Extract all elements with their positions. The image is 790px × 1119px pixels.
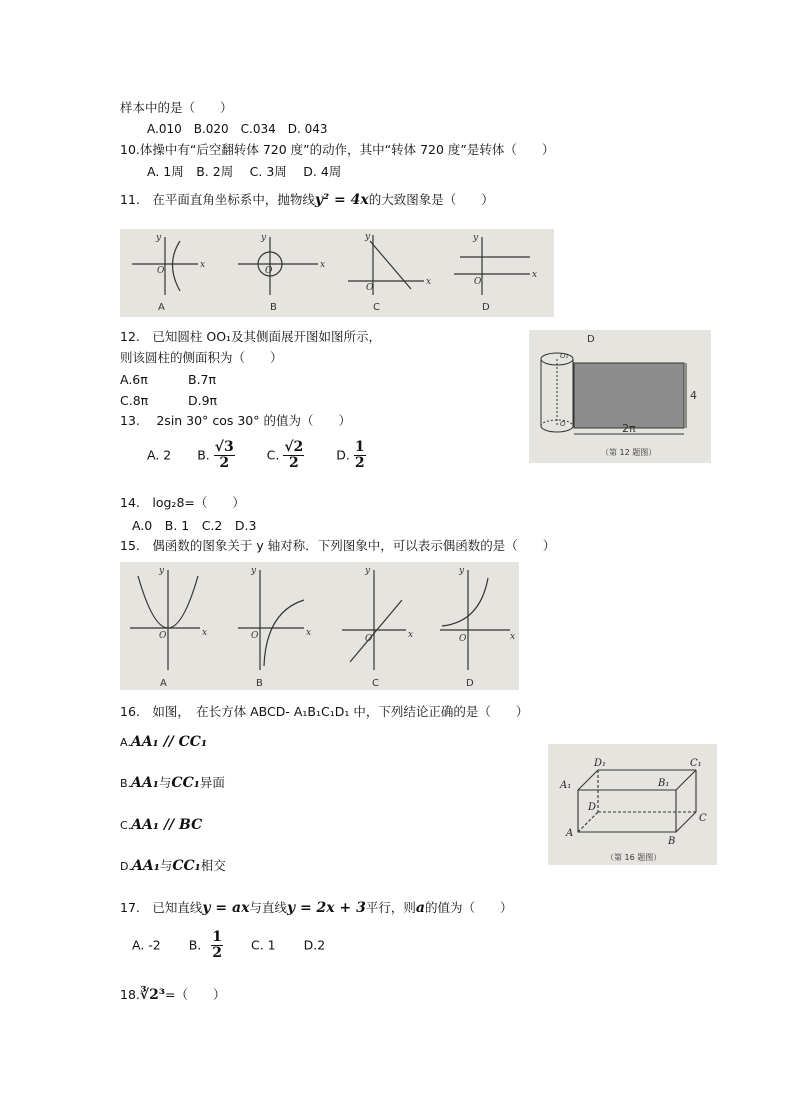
q11-c-xlabel: x <box>426 277 432 287</box>
q12-opt-d: D.9π <box>188 393 218 408</box>
q11-d-ylabel: y <box>473 233 479 243</box>
q17-opt-d: D.2 <box>303 937 326 953</box>
q15-label-b: B <box>256 678 263 689</box>
q15-d-xlabel: x <box>510 632 516 642</box>
q11-figure <box>120 229 554 317</box>
q15-graphs <box>120 562 519 690</box>
q12-label-width: 2π <box>622 422 636 435</box>
q13-opt-b-label: B. <box>197 447 210 463</box>
q15-label-c: C <box>372 678 379 689</box>
q17-stem: 17. 已知直线y = ax与直线y = 2x + 3平行，则a的值为（ ） <box>120 900 513 916</box>
q15-a-ylabel: y <box>159 566 165 576</box>
q15-stem: 15. 偶函数的图象关于 y 轴对称．下列图象中，可以表示偶函数的是（ ） <box>120 538 556 553</box>
q15-b-xlabel: x <box>306 628 312 638</box>
q12-label-d: D <box>587 334 595 345</box>
q11-label-b: B <box>270 302 277 313</box>
q11-d-origin: O <box>474 277 482 287</box>
q16-label-d1: D₁ <box>594 758 607 769</box>
q9-tail: 样本中的是（ ） <box>120 100 233 115</box>
q14-options: A.0 B. 1 C.2 D.3 <box>132 518 257 533</box>
q10-stem: 10.体操中有“后空翻转体 720 度”的动作，其中“转体 720 度”是转体（ ） <box>120 142 555 157</box>
q11-a-xlabel: x <box>200 260 206 270</box>
q16-edge-bc <box>676 812 696 832</box>
q15-d-ylabel: y <box>459 566 465 576</box>
q15-a-xlabel: x <box>202 628 208 638</box>
q10-options: A. 1周 B. 2周 C. 3周 D. 4周 <box>147 164 342 179</box>
q12-label-o1: O₁ <box>560 352 569 360</box>
q18-stem: 18.∛2³=（ ） <box>120 987 226 1003</box>
q9-options: A.010 B.020 C.034 D. 043 <box>147 122 328 136</box>
q12-figure <box>529 330 711 463</box>
q16-label-b1: B₁ <box>658 778 670 789</box>
q16-opt-d: D.AA₁与CC₁相交 <box>120 858 226 874</box>
q15-c-ylabel: y <box>365 566 371 576</box>
q11-label-a: A <box>158 302 165 313</box>
q11-b-origin: O <box>265 266 273 276</box>
q17-opt-c: C. 1 <box>250 937 276 953</box>
q13-opt-a: A. 2 <box>147 447 172 463</box>
q16-edge-ad <box>578 812 598 832</box>
q17-opt-b-label: B. <box>188 937 202 953</box>
q16-stem: 16. 如图， 在长方体 ABCD- A₁B₁C₁D₁ 中，下列结论正确的是（ ） <box>120 704 529 719</box>
q12-caption: （第 12 题图） <box>601 448 657 457</box>
q16-label-d: D <box>588 802 597 813</box>
q11-a-curve <box>173 241 181 291</box>
q13-opt-c-fraction: $\frac{√2}{2}$ <box>284 439 304 472</box>
q12-opt-b: B.7π <box>188 372 217 387</box>
q11-label-d: D <box>482 302 490 313</box>
q15-figure <box>120 562 519 690</box>
q11-b-xlabel: x <box>320 260 326 270</box>
q14-stem: 14. log₂8=（ ） <box>120 495 245 510</box>
q11-graphs <box>120 229 554 317</box>
q11-label-c: C <box>373 302 380 313</box>
q11-c-origin: O <box>366 283 374 293</box>
q16-edge-b1c1 <box>676 770 696 790</box>
q12-line1: 12. 已知圆柱 OO₁及其侧面展开图如图所示， <box>120 329 382 344</box>
q13-options <box>147 440 366 472</box>
q11-a-ylabel: y <box>156 233 162 243</box>
q16-cuboid <box>548 744 717 865</box>
q15-c-xlabel: x <box>408 630 414 640</box>
q12-cylinder-net <box>529 330 711 463</box>
q13-opt-c-label: C. <box>266 447 280 463</box>
q16-caption: （第 16 题图） <box>606 853 662 862</box>
q17-opt-a: A. -2 <box>132 937 161 953</box>
q11-stem: 11. 在平面直角坐标系中，抛物线y² = 4x的大致图象是（ ） <box>120 192 494 208</box>
q16-edge-a1d1 <box>578 770 598 790</box>
q16-opt-c: C.AA₁ // BC <box>120 817 203 833</box>
q11-c-ylabel: y <box>365 232 371 242</box>
q12-label-height: 4 <box>690 389 697 402</box>
q13-opt-b-fraction: $\frac{√3}{2}$ <box>214 439 234 472</box>
q13-opt-d-fraction: $\frac{1}{2}$ <box>354 439 365 472</box>
q15-d-origin: O <box>459 634 467 644</box>
q12-label-o: O <box>560 420 566 428</box>
q15-a-origin: O <box>159 631 167 641</box>
q16-label-c: C <box>699 813 707 824</box>
q15-label-d: D <box>466 678 474 689</box>
q12-bottom-front <box>541 426 573 432</box>
q11-d-xlabel: x <box>532 270 538 280</box>
q15-d-curve <box>442 578 488 626</box>
q12-line2: 则该圆柱的侧面积为（ ） <box>120 350 283 365</box>
q13-opt-d-label: D. <box>336 447 350 463</box>
q16-label-b: B <box>668 836 676 847</box>
q16-label-c1: C₁ <box>690 758 702 769</box>
q13-stem: 13. 2sin 30° cos 30° 的值为（ ） <box>120 413 351 428</box>
q16-label-a: A <box>566 828 574 839</box>
q12-lateral-rectangle <box>574 363 684 428</box>
q12-opt-c: C.8π <box>120 393 149 408</box>
q11-c-curve <box>370 241 411 289</box>
q15-b-ylabel: y <box>251 566 257 576</box>
q15-b-origin: O <box>251 631 259 641</box>
q11-b-ylabel: y <box>261 233 267 243</box>
q16-figure <box>548 744 717 865</box>
q16-label-a1: A₁ <box>560 780 572 791</box>
q15-b-curve <box>264 600 304 666</box>
q16-opt-a: A.AA₁ // CC₁ <box>120 734 208 750</box>
q17-opt-b-fraction: $\frac{1}{2}$ <box>212 929 223 962</box>
q12-opt-a: A.6π <box>120 372 148 387</box>
q15-c-origin: O <box>365 634 373 644</box>
q16-opt-b: B.AA₁与CC₁异面 <box>120 775 225 791</box>
q11-a-origin: O <box>157 266 165 276</box>
q15-c-curve <box>350 600 402 662</box>
q17-options <box>132 930 325 962</box>
q15-label-a: A <box>160 678 167 689</box>
